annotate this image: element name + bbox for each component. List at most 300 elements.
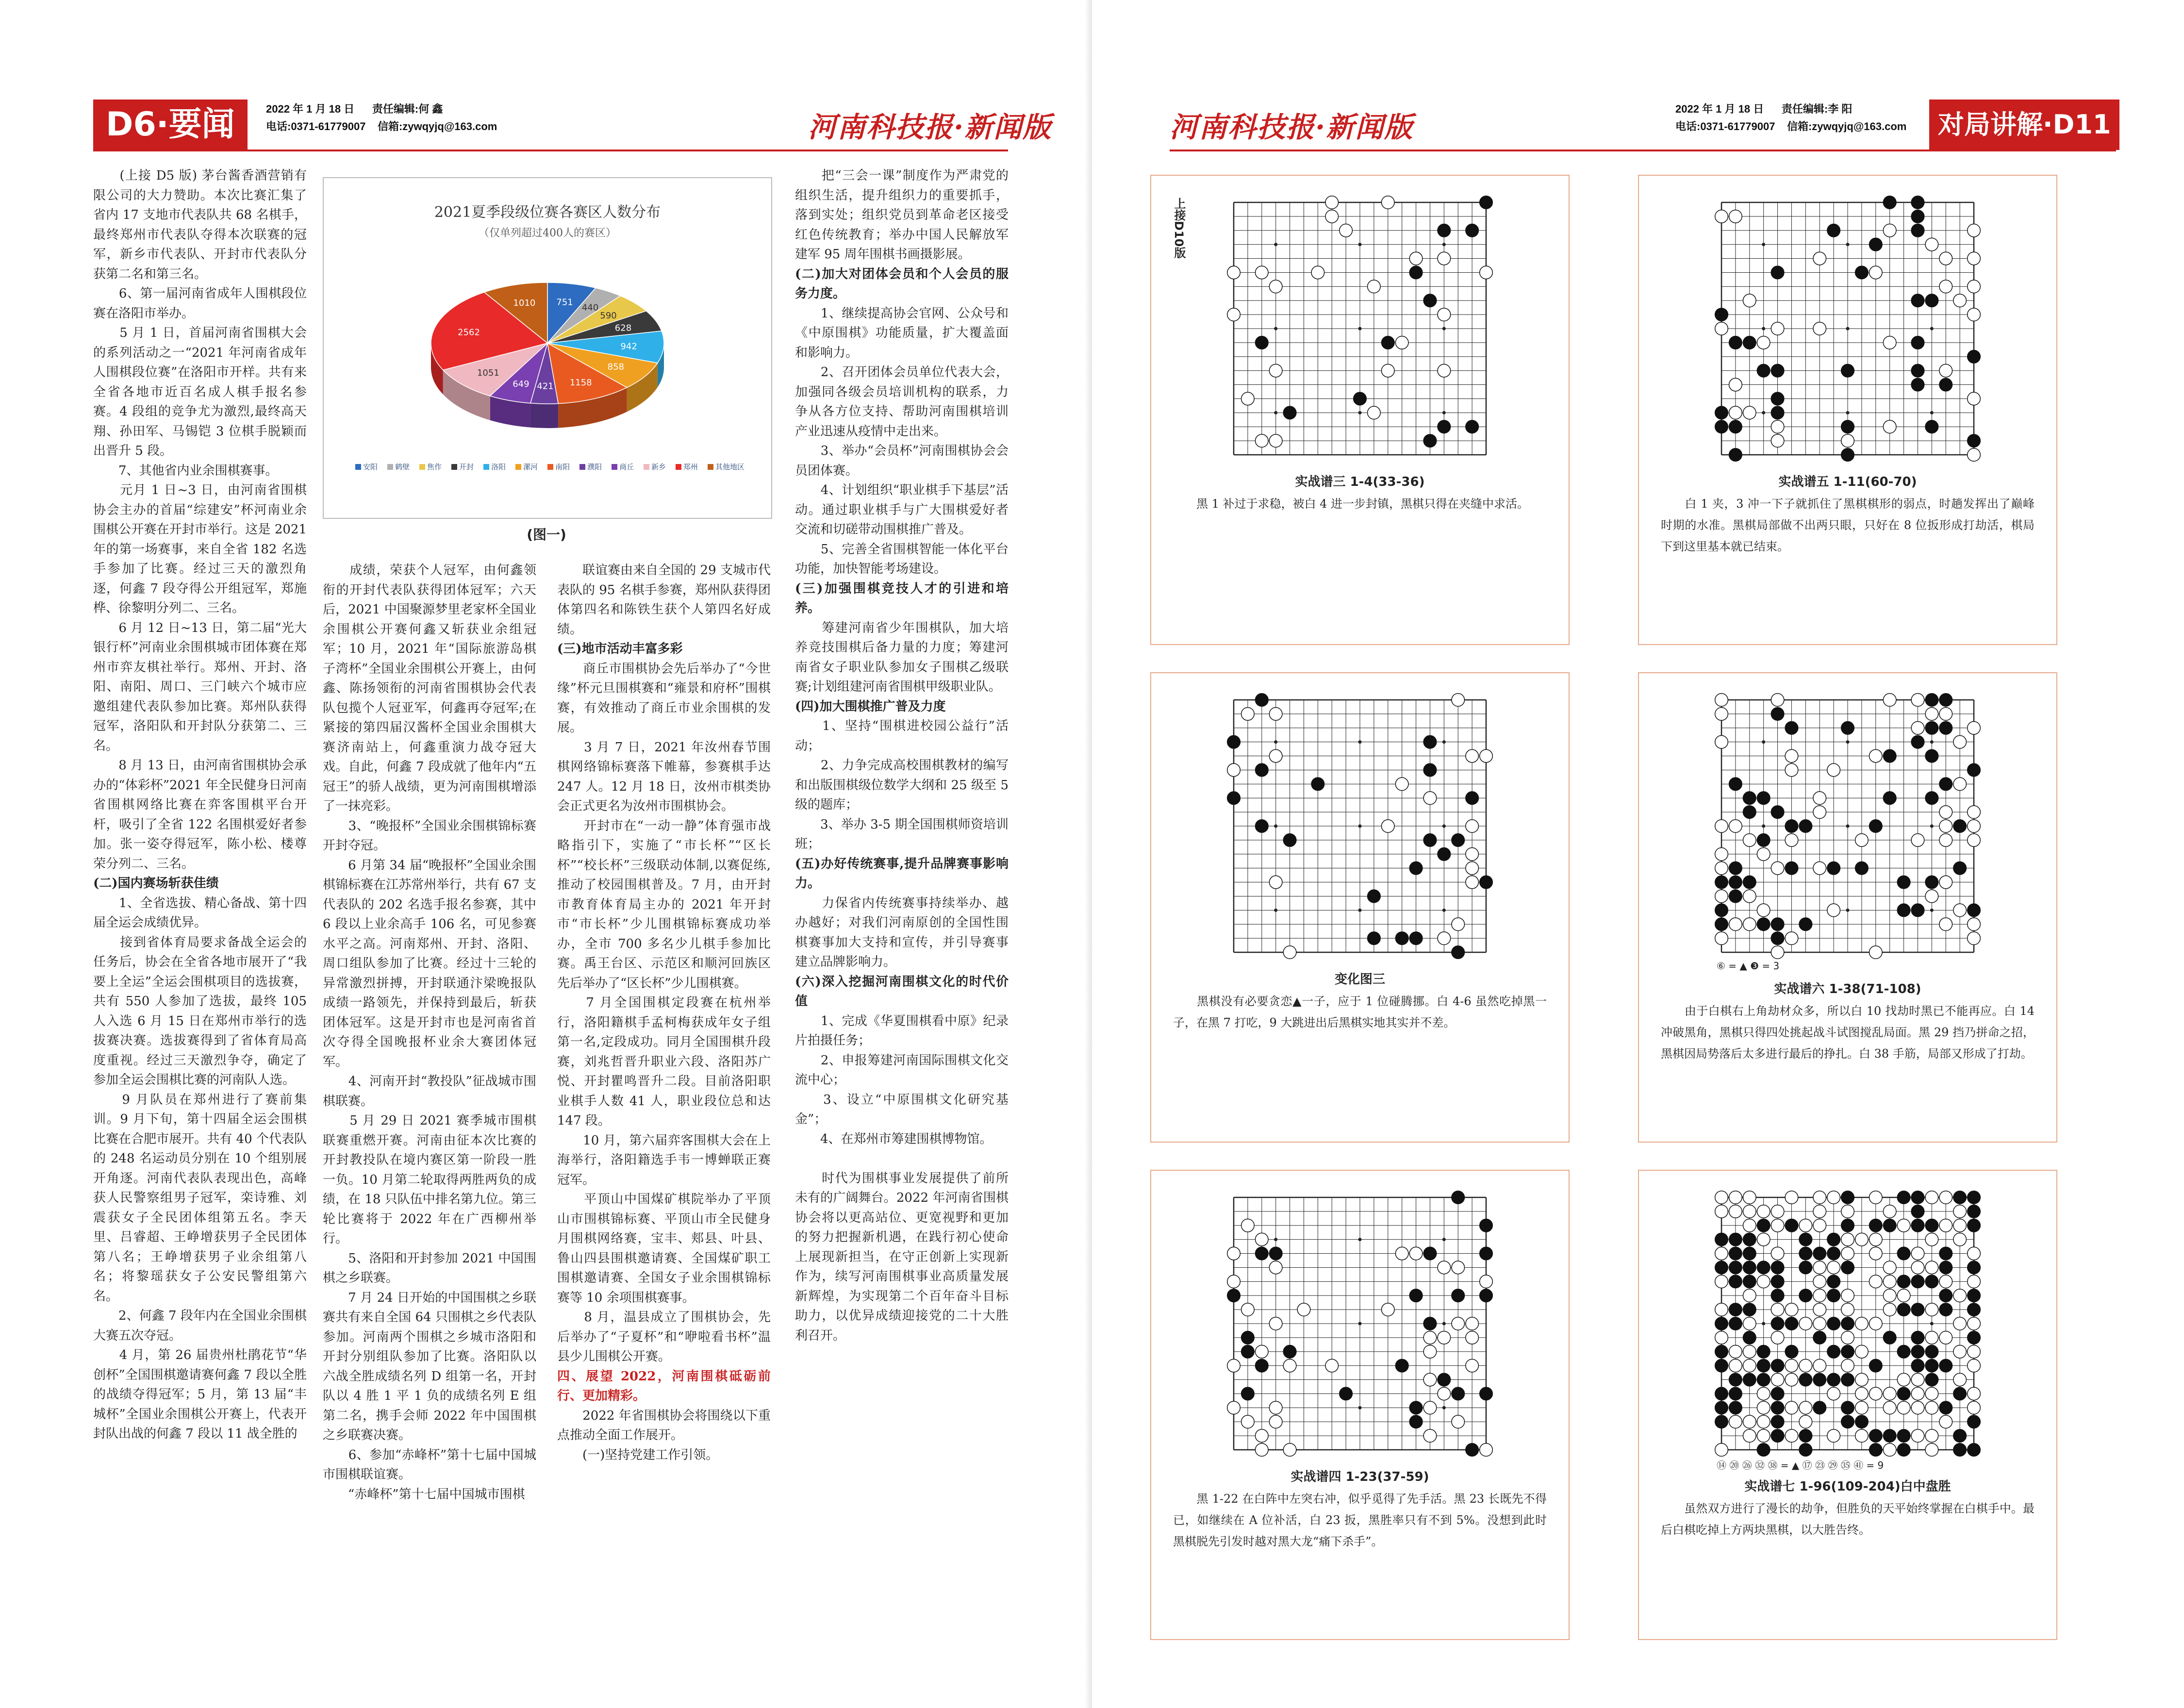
black-stone <box>1729 1317 1742 1330</box>
pie-value-label: 1158 <box>569 377 592 388</box>
white-stone <box>1255 1429 1268 1443</box>
black-stone <box>1869 820 1882 833</box>
white-stone <box>1438 932 1451 945</box>
diagram-caption: 变化图三 <box>1334 972 1385 987</box>
black-stone <box>1841 1317 1854 1330</box>
paragraph: (三)加强围棋竞技人才的引进和培养。 <box>795 581 1009 615</box>
white-stone <box>1827 1387 1840 1400</box>
black-stone <box>1771 1275 1784 1288</box>
paragraph: 10 月，第六届弈客围棋大会在上海举行，洛阳籍选手韦一博蝉联正赛冠军。 <box>557 1133 771 1187</box>
black-stone <box>1395 932 1408 945</box>
white-stone <box>1771 434 1784 448</box>
black-stone <box>1939 778 1952 791</box>
white-stone <box>1729 1415 1742 1428</box>
go-board <box>1229 198 1491 460</box>
black-stone <box>1311 778 1324 791</box>
black-stone <box>1799 820 1812 833</box>
black-stone <box>1841 1219 1854 1232</box>
white-stone <box>1423 1331 1437 1344</box>
white-stone <box>1883 1289 1896 1302</box>
white-stone <box>1968 834 1981 847</box>
pie-value-label: 421 <box>537 381 554 392</box>
white-stone <box>1255 1443 1268 1457</box>
white-stone <box>1771 946 1784 959</box>
diagram-caption: 实战谱六 1-38(71-108) <box>1774 982 1921 996</box>
white-stone <box>1883 1443 1896 1457</box>
black-stone <box>1255 1247 1268 1260</box>
black-stone <box>1743 806 1756 819</box>
paragraph: 开封市在“一动一静”体育强市战略指引下，实施了“市长杯”“区长杯”“校长杯”三级联动体制,以赛促练,推动了校园围棋普及。7 月，由开封市教育体育局主办的 2021 年开封市“市长杯”少儿围棋锦标赛成功举办，全市 700 多名少儿棋手参加比赛。禹王台区、示范区和顺河回族区先后举办了“区长杯”少儿围棋赛。 <box>557 818 771 991</box>
white-stone <box>1813 1219 1826 1232</box>
white-stone <box>1241 392 1255 405</box>
black-stone <box>1911 210 1924 223</box>
white-stone <box>1715 847 1728 861</box>
diagram-notes: ⑥ = ▲ ❸ = 3 <box>1717 960 1780 972</box>
white-stone <box>1715 1247 1728 1260</box>
pie-slice-side <box>530 403 558 428</box>
white-stone <box>1953 1373 1967 1386</box>
white-stone <box>1480 1443 1493 1457</box>
white-stone <box>1855 1401 1869 1414</box>
white-stone <box>1325 210 1339 223</box>
black-stone <box>1799 1289 1812 1302</box>
black-stone <box>1241 1387 1255 1400</box>
white-stone <box>1715 1443 1728 1457</box>
paragraph: 4、在郑州市筹建围棋博物馆。 <box>795 1131 993 1146</box>
paragraph: 力保省内传统赛事持续举办、越办越好；对我们河南原创的全国性围棋赛事加大支持和宣传，并引导赛事建立品牌影响力。 <box>795 895 1009 969</box>
white-stone <box>1925 1401 1938 1414</box>
black-stone <box>1911 735 1924 748</box>
white-stone <box>1715 890 1728 903</box>
white-stone <box>1241 708 1255 721</box>
white-stone <box>1785 1359 1798 1372</box>
black-stone <box>1480 1289 1493 1302</box>
legend-swatch <box>708 464 713 470</box>
white-stone <box>1968 1387 1981 1400</box>
black-stone <box>1729 1387 1742 1400</box>
white-stone <box>1925 1443 1938 1457</box>
paragraph: 6、参加“赤峰杯”第十七届中国城市围棋联谊赛。 <box>323 1447 536 1482</box>
white-stone <box>1409 252 1423 265</box>
white-stone <box>1939 806 1952 819</box>
white-stone <box>1729 406 1742 419</box>
white-stone <box>1311 266 1324 279</box>
black-stone <box>1869 1443 1882 1457</box>
white-stone <box>1939 1219 1952 1232</box>
pie-value-label: 751 <box>556 297 573 308</box>
white-stone <box>1771 1303 1784 1316</box>
white-stone <box>1283 1443 1296 1457</box>
white-stone <box>1743 1317 1756 1330</box>
white-stone <box>1729 1345 1742 1358</box>
black-stone <box>1841 1415 1854 1428</box>
go-board <box>1229 695 1491 957</box>
black-stone <box>1869 1219 1882 1232</box>
white-stone <box>1729 378 1742 391</box>
legend-swatch <box>451 464 457 470</box>
black-stone <box>1423 1317 1437 1330</box>
white-stone <box>1466 1317 1479 1330</box>
white-stone <box>1925 708 1938 721</box>
white-stone <box>1925 1429 1938 1443</box>
diagram-description: 由于白棋右上角劫材众多，所以白 10 找劫时黑已不能再应。白 14 冲破黑角，黑棋只得四处挑起战斗试图搅乱局面。黑 29 挡乃拼命之招，黑棋因局势落后太多进行最后的挣扎。白 38 手筋，局部又形成了打劫。 <box>1661 1004 2035 1061</box>
diagram-caption: 实战谱五 1-11(60-70) <box>1778 475 1917 489</box>
black-stone <box>1729 862 1742 875</box>
black-stone <box>1715 406 1728 419</box>
header-rule <box>93 149 1008 151</box>
paragraph: 3 月 7 日，2021 年汝州春节围棋网络锦标赛落下帷幕，参赛棋手达 247 人。12 月 18 日，汝州市棋类协会正式更名为汝州市围棋协会。 <box>557 740 775 813</box>
black-stone <box>1255 1359 1268 1372</box>
white-stone <box>1743 406 1756 419</box>
white-stone <box>1813 806 1826 819</box>
black-stone <box>1409 1415 1423 1428</box>
white-stone <box>1269 876 1282 889</box>
white-stone <box>1953 1219 1967 1232</box>
white-stone <box>1939 918 1952 931</box>
white-stone <box>1423 1401 1437 1414</box>
paragraph: 4、计划组织“职业棋手下基层”活动。通过职业棋手与广大围棋爱好者交流和切磋带动围棋推广普及。 <box>795 483 1009 537</box>
white-stone <box>1968 392 1981 405</box>
white-stone <box>1743 834 1756 847</box>
header-editor: 责任编辑:何 鑫 <box>372 103 443 115</box>
paragraph: (二)国内赛场斩获佳绩 <box>93 876 219 891</box>
white-stone <box>1939 364 1952 377</box>
white-stone <box>1381 364 1394 377</box>
white-stone <box>1968 820 1981 833</box>
right-page <box>1092 0 2184 1708</box>
white-stone <box>1939 1275 1952 1288</box>
white-stone <box>1813 1261 1826 1274</box>
white-stone <box>1827 1429 1840 1443</box>
black-stone <box>1883 749 1896 763</box>
pie-value-label: 628 <box>614 323 632 333</box>
paragraph: 1、坚持“围棋进校园公益行”活动； <box>795 719 1009 753</box>
white-stone <box>1743 918 1756 931</box>
white-stone <box>1771 694 1784 707</box>
white-stone <box>1757 1401 1770 1414</box>
black-stone <box>1925 792 1938 805</box>
black-stone <box>1715 904 1728 917</box>
diagram-notes: ⑭ ⑳ ㉖ ㉜ ㊳ = ▲ ⑰ ㉓ ㉙ ㉟ ㊶ = 9 <box>1717 1459 1884 1471</box>
paragraph: (一)坚持党建工作引领。 <box>557 1447 719 1462</box>
black-stone <box>1452 834 1465 847</box>
black-stone <box>1897 904 1910 917</box>
white-stone <box>1883 1303 1896 1316</box>
black-stone <box>1771 932 1784 945</box>
black-stone <box>1715 1401 1728 1414</box>
white-stone <box>1925 890 1938 903</box>
black-stone <box>1883 196 1896 209</box>
black-stone <box>1438 420 1451 433</box>
black-stone <box>1255 763 1268 777</box>
header-info-right <box>1675 100 1906 135</box>
white-stone <box>1269 1317 1282 1330</box>
white-stone <box>1841 1331 1854 1344</box>
white-stone <box>1925 1191 1938 1204</box>
black-stone <box>1911 1303 1924 1316</box>
black-stone <box>1480 876 1493 889</box>
white-stone <box>1897 1373 1910 1386</box>
white-stone <box>1785 1373 1798 1386</box>
white-stone <box>1953 1205 1967 1218</box>
white-stone <box>1715 1191 1728 1204</box>
white-stone <box>1269 280 1282 293</box>
white-stone <box>1813 1317 1826 1330</box>
black-stone <box>1841 1401 1854 1414</box>
white-stone <box>1452 1317 1465 1330</box>
white-stone <box>1869 749 1882 763</box>
black-stone <box>1939 1247 1952 1260</box>
black-stone <box>1771 1289 1784 1302</box>
black-stone <box>1953 1443 1967 1457</box>
black-stone <box>1953 820 1967 833</box>
white-stone <box>1968 1275 1981 1288</box>
pie-chart-figure <box>323 177 772 519</box>
white-stone <box>1883 1205 1896 1218</box>
white-stone <box>1466 749 1479 763</box>
black-stone <box>1423 1247 1437 1260</box>
go-diagram-panel <box>1150 1170 1570 1640</box>
white-stone <box>1953 294 1967 307</box>
black-stone <box>1715 1415 1728 1428</box>
white-stone <box>1813 252 1826 265</box>
black-stone <box>1715 420 1728 433</box>
black-stone <box>1715 918 1728 931</box>
white-stone <box>1939 1331 1952 1344</box>
white-stone <box>1438 1387 1451 1400</box>
black-stone <box>1743 1247 1756 1260</box>
black-stone <box>1911 1345 1924 1358</box>
paragraph: (四)加大围棋推广普及力度 <box>795 699 946 714</box>
header-email: 信箱:zywqyjq@163.com <box>377 120 497 133</box>
black-stone <box>1743 1261 1756 1274</box>
black-stone <box>1255 336 1268 349</box>
black-stone <box>1771 364 1784 377</box>
diagram-caption: 实战谱三 1-4(33-36) <box>1295 475 1425 489</box>
black-stone <box>1255 694 1268 707</box>
white-stone <box>1953 1233 1967 1246</box>
black-stone <box>1925 721 1938 734</box>
white-stone <box>1897 1219 1910 1232</box>
pie-value-label: 1010 <box>513 298 536 309</box>
header-date: 2022 年 1 月 18 日 <box>266 103 355 115</box>
white-stone <box>1925 1303 1938 1316</box>
masthead-right: 河南科技报·新闻版 <box>1170 111 1414 144</box>
legend-label: 南阳 <box>555 463 570 471</box>
legend-swatch <box>483 464 489 470</box>
paragraph: 把“三会一课”制度作为严肃党的组织生活，提升组织力的重要抓手，落到实处；组织党员到革命老区接受红色传统教育；举办中国人民解放军建军 95 周年围棋书画摄影展。 <box>795 168 1009 262</box>
black-stone <box>1743 1275 1756 1288</box>
black-stone <box>1813 1373 1826 1386</box>
black-stone <box>1968 1331 1981 1344</box>
white-stone <box>1911 1247 1924 1260</box>
black-stone <box>1409 862 1423 875</box>
black-stone <box>1269 1247 1282 1260</box>
paragraph: 时代为围棋事业发展提供了前所未有的广阔舞台。2022 年河南省围棋协会将以更高站位、更宽视野和更加的努力把握新机遇，在践行初心使命上展现新担当，在守正创新上实现新作为，续写河南围棋事业高质量发展新辉煌，为实现第二个百年奋斗目标助力，以优异成绩迎接党的二十大胜利召开。 <box>795 1171 1009 1343</box>
black-stone <box>1283 834 1296 847</box>
white-stone <box>1757 1205 1770 1218</box>
paragraph: 2、申报筹建河南国际围棋文化交流中心； <box>795 1053 1009 1087</box>
black-stone <box>1452 1191 1465 1204</box>
black-stone <box>1757 792 1770 805</box>
black-stone <box>1939 1303 1952 1316</box>
white-stone <box>1939 834 1952 847</box>
pie-value-label: 2562 <box>458 327 480 338</box>
paragraph: 7 月 24 日开始的中国围棋之乡联赛共有来自全国 64 只围棋之乡代表队参加。河南两个围棋之乡城市洛阳和开封分别组队参加了比赛。洛阳队以六战全胜成绩名列 D 组第一名，开封队以 4 胜 1 平 1 负的成绩名列 E 组第二名，携手会师 2022 年中国围棋之乡联赛决赛。 <box>323 1290 536 1443</box>
black-stone <box>1911 336 1924 349</box>
white-stone <box>1855 1317 1869 1330</box>
white-stone <box>1813 1275 1826 1288</box>
white-stone <box>1466 820 1479 833</box>
black-stone <box>1925 1359 1938 1372</box>
white-stone <box>1883 1387 1896 1400</box>
white-stone <box>1715 708 1728 721</box>
white-stone <box>1729 1359 1742 1372</box>
go-board <box>1229 1193 1491 1455</box>
go-board <box>1717 198 1979 460</box>
black-stone <box>1897 1387 1910 1400</box>
legend-swatch <box>387 464 393 470</box>
white-stone <box>1939 820 1952 833</box>
paragraph: 8 月 13 日，由河南省围棋协会承办的“体彩杯”2021 年全民健身日河南省围棋网络比赛在弈客围棋平台开杆，吸引了全省 122 名围棋爱好者参加。张一姿夺得冠军，陈小松、楼尊荣分列二、三名。 <box>93 758 307 871</box>
white-stone <box>1381 1303 1394 1316</box>
white-stone <box>1368 280 1381 293</box>
black-stone <box>1729 876 1742 889</box>
black-stone <box>1757 1373 1770 1386</box>
diagram-caption: 实战谱七 1-96(109-204)白中盘胜 <box>1744 1479 1951 1494</box>
black-stone <box>1925 420 1938 433</box>
paragraph: 5 月 29 日 2021 赛季城市围棋联赛重燃开赛。河南由征本次比赛的开封教投队在境内赛区第一阶段一胜一负。10 月第二轮取得两胜两负的成绩，在 18 只队伍中排名第九位。第三轮比赛将于 2022 年在广西柳州举行。 <box>323 1113 536 1246</box>
white-stone <box>1743 1219 1756 1232</box>
white-stone <box>1869 1247 1882 1260</box>
black-stone <box>1438 1373 1451 1386</box>
black-stone <box>1409 266 1423 279</box>
black-stone <box>1799 1373 1812 1386</box>
black-stone <box>1423 735 1437 748</box>
black-stone <box>1771 266 1784 279</box>
white-stone <box>1715 1303 1728 1316</box>
white-stone <box>1841 1205 1854 1218</box>
legend-label: 洛阳 <box>491 463 506 471</box>
black-stone <box>1968 1191 1981 1204</box>
paragraph: 5、洛阳和开封参加 2021 中国围棋之乡联赛。 <box>323 1251 536 1285</box>
white-stone <box>1325 196 1339 209</box>
white-stone <box>1743 1345 1756 1358</box>
white-stone <box>1743 1205 1756 1218</box>
white-stone <box>1715 932 1728 945</box>
white-stone <box>1911 1261 1924 1274</box>
black-stone <box>1968 350 1981 363</box>
black-stone <box>1925 1219 1938 1232</box>
black-stone <box>1771 806 1784 819</box>
black-stone <box>1897 876 1910 889</box>
pie-chart <box>324 178 771 518</box>
article-column-1 <box>93 166 311 1625</box>
black-stone <box>1423 763 1437 777</box>
white-stone <box>1241 1303 1255 1316</box>
white-stone <box>1869 1233 1882 1246</box>
white-stone <box>1255 434 1268 448</box>
paragraph: 2022 年省围棋协会将围绕以下重点推动全面工作展开。 <box>557 1408 771 1443</box>
white-stone <box>1813 1359 1826 1372</box>
white-stone <box>1729 1191 1742 1204</box>
black-stone <box>1743 1373 1756 1386</box>
paragraph: (三)地市活动丰富多彩 <box>557 642 683 656</box>
black-stone <box>1227 1289 1241 1302</box>
paragraph: 联谊赛由来自全国的 29 支城市代表队的 95 名棋手参赛，郑州队获得团体第四名和陈铁生获个人第四名好成绩。 <box>557 563 771 637</box>
white-stone <box>1939 1191 1952 1204</box>
pie-value-label: 590 <box>600 310 617 321</box>
paragraph: 3、举办 3-5 期全国围棋师资培训班； <box>795 817 1009 851</box>
black-stone <box>1968 1289 1981 1302</box>
figure-caption: (图一) <box>527 527 566 543</box>
black-stone <box>1452 1387 1465 1400</box>
black-stone <box>1897 1345 1910 1358</box>
paragraph: 1、完成《华夏围棋看中原》纪录片拍摄任务； <box>795 1013 1009 1048</box>
white-stone <box>1227 266 1241 279</box>
black-stone <box>1968 1415 1981 1428</box>
white-stone <box>1841 1359 1854 1372</box>
black-stone <box>1785 721 1798 734</box>
paragraph: “赤峰杯”第十七届中国城市围棋 <box>323 1487 525 1502</box>
black-stone <box>1911 1219 1924 1232</box>
white-stone <box>1869 1191 1882 1204</box>
go-board <box>1717 1193 1979 1455</box>
paragraph: 接到省体育局要求备战全运会的任务后，协会在全省各地市展开了“我要上全运”全运会围棋项目的选拔赛，共有 550 人参加了选拔，最终 105 人入选 6 月 15 日在郑州市举行的选拔赛决赛。选拔赛得到了省体育局高度重视。经过三天激烈争夺，确定了参加全运会围棋比赛的河南队人选。 <box>93 935 311 1087</box>
paragraph: (六)深入挖掘河南围棋文化的时代价值 <box>795 974 1009 1009</box>
black-stone <box>1771 1429 1784 1443</box>
chart-legend <box>355 463 745 471</box>
go-diagram-panel <box>1150 672 1570 1143</box>
paragraph: 5、完善全省围棋智能一体化平台功能，加快智能考场建设。 <box>795 542 1009 576</box>
white-stone <box>1813 792 1826 805</box>
legend-swatch <box>676 464 681 470</box>
white-stone <box>1799 1359 1812 1372</box>
white-stone <box>1743 1429 1756 1443</box>
white-stone <box>1827 1191 1840 1204</box>
white-stone <box>1757 847 1770 861</box>
black-stone <box>1368 932 1381 945</box>
white-stone <box>1227 1275 1241 1288</box>
paragraph: 3、举办“会员杯”河南围棋协会会员团体赛。 <box>795 444 1009 478</box>
white-stone <box>1827 763 1840 777</box>
white-stone <box>1227 1247 1241 1260</box>
white-stone <box>1241 1219 1255 1232</box>
white-stone <box>1953 1317 1967 1330</box>
white-stone <box>1757 1275 1770 1288</box>
white-stone <box>1799 1415 1812 1428</box>
white-stone <box>1785 1303 1798 1316</box>
black-stone <box>1827 862 1840 875</box>
paragraph: 6 月 12 日~13 日，第二届“光大银行杯”河南业余围棋城市团体赛在郑州市弈友棋社举行。郑州、开封、洛阳、南阳、周口、三门峡六个城市应邀组建代表队参加比赛。郑州队获得冠军，洛阳队和开封队分获第二、三名。 <box>93 620 307 753</box>
white-stone <box>1799 1317 1812 1330</box>
black-stone <box>1423 434 1437 448</box>
legend-swatch <box>644 464 649 470</box>
white-stone <box>1452 694 1465 707</box>
white-stone <box>1743 1415 1756 1428</box>
black-stone <box>1953 1191 1967 1204</box>
white-stone <box>1813 862 1826 875</box>
white-stone <box>1939 708 1952 721</box>
white-stone <box>1869 1275 1882 1288</box>
black-stone <box>1968 434 1981 448</box>
black-stone <box>1715 1261 1728 1274</box>
white-stone <box>1785 1191 1798 1204</box>
black-stone <box>1827 1233 1840 1246</box>
white-stone <box>1283 946 1296 959</box>
black-stone <box>1785 820 1798 833</box>
white-stone <box>1785 834 1798 847</box>
